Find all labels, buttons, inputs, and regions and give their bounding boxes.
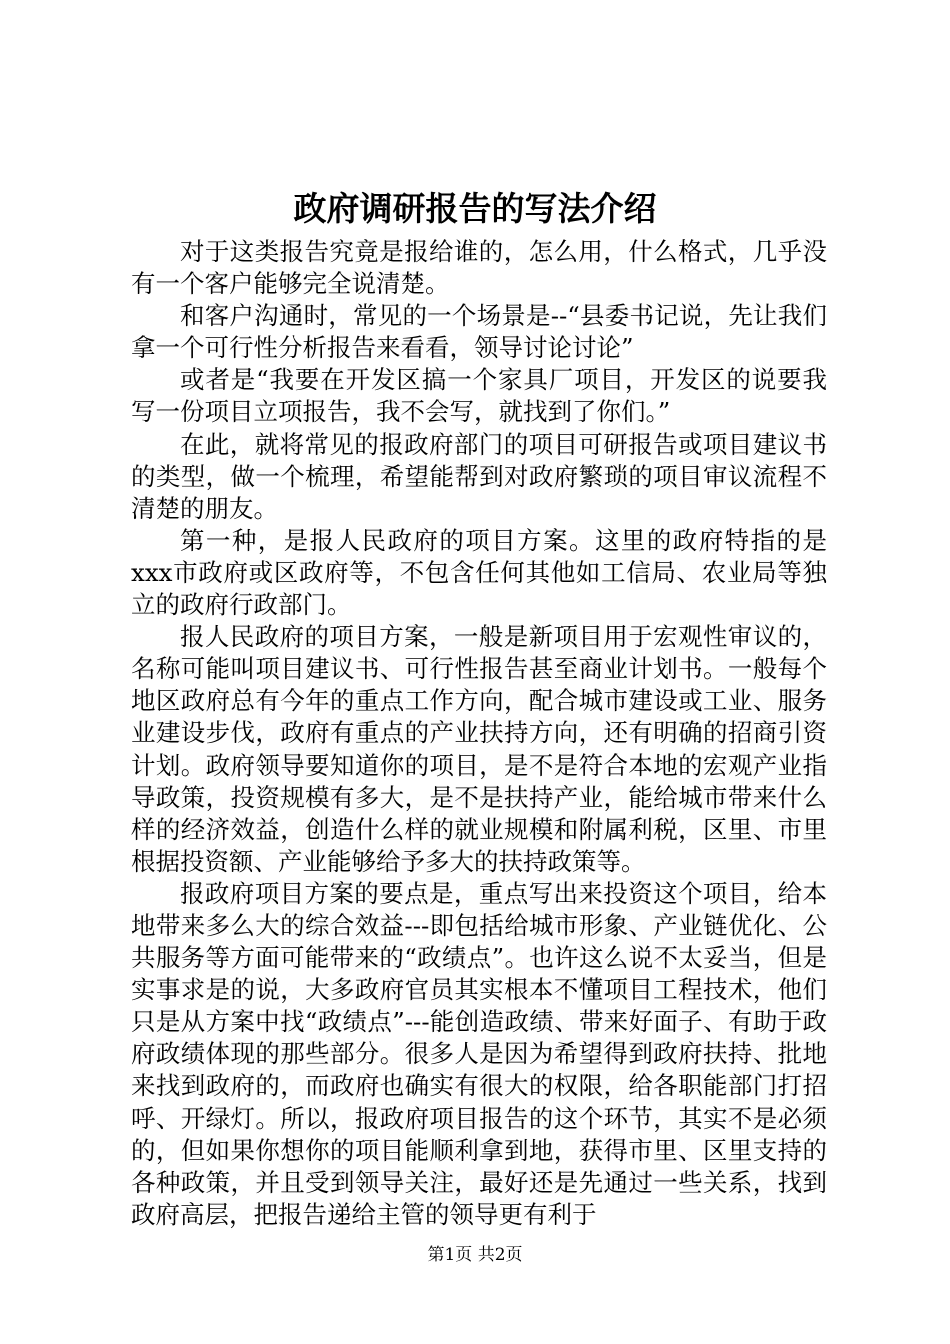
paragraph: 报政府项目方案的要点是，重点写出来投资这个项目，给本地带来多么大的综合效益---即包括给城市形象、产业链优化、公共服务等方面可能带来的“政绩点”。也许这么说不太妥当，但是实事求是的说，大多政府官员其实根本不懂项目工程技术，他们只是从方案中找“政绩点”---能创造政绩、带来好面子、有助于政府政绩体现的那些部分。很多人是因为希望得到政府扶持、批地来找到政府的，而政府也确实有很大的权限，给各职能部门打招呼、开绿灯。所以，报政府项目报告的这个环节，其实不是必须的，但如果你想你的项目能顺利拿到地，获得市里、区里支持的各种政策，并且受到领导关注，最好还是先通过一些关系，找到政府高层，把报告递给主管的领导更有利于 [131,878,827,1229]
paragraph: 和客户沟通时，常见的一个场景是--“县委书记说，先让我们拿一个可行性分析报告来看看，领导讨论讨论” [131,301,827,363]
paragraph: 第一种，是报人民政府的项目方案。这里的政府特指的是xxx市政府或区政府等，不包含任何其他如工信局、农业局等独立的政府行政部门。 [131,525,827,620]
paragraph: 报人民政府的项目方案，一般是新项目用于宏观性审议的，名称可能叫项目建议书、可行性报告甚至商业计划书。一般每个地区政府总有今年的重点工作方向，配合城市建设或工业、服务业建设步伐，政府有重点的产业扶持方向，还有明确的招商引资计划。政府领导要知道你的项目，是不是符合本地的宏观产业指导政策，投资规模有多大，是不是扶持产业，能给城市带来什么样的经济效益，创造什么样的就业规模和附属利税，区里、市里根据投资额、产业能够给予多大的扶持政策等。 [131,622,827,876]
document-body [131,236,827,1231]
paragraph: 对于这类报告究竟是报给谁的，怎么用，什么格式，几乎没有一个客户能够完全说清楚。 [131,237,827,299]
document-title: 政府调研报告的写法介绍 [293,189,657,228]
page-number-footer: 第1页 共2页 [427,1245,523,1265]
paragraph: 在此，就将常见的报政府部门的项目可研报告或项目建议书的类型，做一个梳理，希望能帮到对政府繁琐的项目审议流程不清楚的朋友。 [131,429,827,523]
paragraph: 或者是“我要在开发区搞一个家具厂项目，开发区的说要我写一份项目立项报告，我不会写，就找到了你们。” [131,365,827,427]
